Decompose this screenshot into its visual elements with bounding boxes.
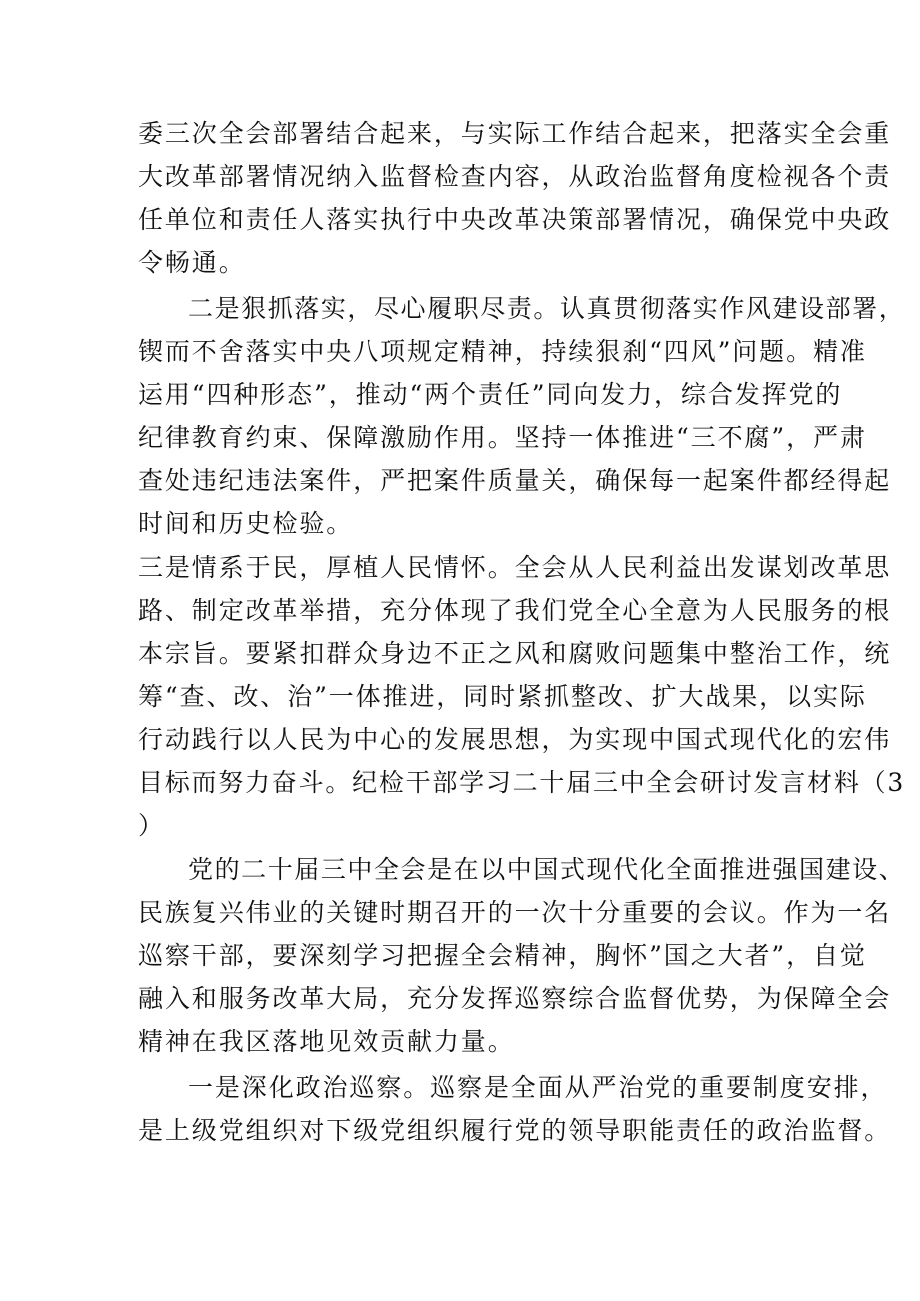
paragraph-first-line: 一是深化政治巡察。巡察是全面从严治党的重要制度安排， bbox=[188, 1073, 888, 1102]
text-line: 融入和服务改革大局，充分发挥巡察综合监督优势，为保障全会 bbox=[138, 984, 892, 1013]
text-line: 目标而努力奋斗。纪检干部学习二十届三中全会研讨发言材料（3 bbox=[138, 768, 906, 797]
paragraph-first-line: 二是狠抓落实，尽心履职尽责。认真贯彻落实作风建设部署， bbox=[188, 294, 906, 323]
text-line: 精神在我区落地见效贡献力量。 bbox=[138, 1027, 515, 1056]
text-line: 委三次全会部署结合起来，与实际工作结合起来，把落实全会重 bbox=[138, 119, 892, 148]
text-line: 查处违纪违法案件，严把案件质量关，确保每一起案件都经得起 bbox=[138, 466, 892, 495]
text-line: 路、制定改革举措，充分体现了我们党全心全意为人民服务的根 bbox=[138, 596, 892, 625]
text-line: 行动践行以人民为中心的发展思想，为实现中国式现代化的宏伟 bbox=[138, 725, 892, 754]
paragraph-first-line: 党的二十届三中全会是在以中国式现代化全面推进强国建设、 bbox=[188, 855, 906, 884]
text-line: 锲而不舍落实中央八项规定精神，持续狠刹“四风”问题。精准 bbox=[138, 337, 867, 366]
text-line: 时间和历史检验。 bbox=[138, 509, 354, 538]
text-line: 令畅通。 bbox=[138, 248, 246, 277]
text-line: 民族复兴伟业的关键时期召开的一次十分重要的会议。作为一名 bbox=[138, 898, 892, 927]
text-line: 大改革部署情况纳入监督检查内容，从政治监督角度检视各个责 bbox=[138, 162, 892, 191]
text-line: 纪律教育约束、保障激励作用。坚持一体推进“三不腐”，严肃 bbox=[138, 423, 867, 452]
text-line: 运用“四种形态”，推动“两个责任”同向发力，综合发挥党的 bbox=[138, 380, 843, 409]
text-line: 任单位和责任人落实执行中央改革决策部署情况，确保党中央政 bbox=[138, 205, 892, 234]
text-line: 筹“查、改、治”一体推进，同时紧抓整改、扩大战果，以实际 bbox=[138, 682, 867, 711]
text-line: 本宗旨。要紧扣群众身边不正之风和腐败问题集中整治工作，统 bbox=[138, 639, 892, 668]
text-line: 是上级党组织对下级党组织履行党的领导职能责任的政治监督。 bbox=[138, 1116, 892, 1145]
paragraph-first-line: 三是情系于民，厚植人民情怀。全会从人民利益出发谋划改革思 bbox=[138, 553, 892, 582]
text-line: ） bbox=[138, 811, 165, 840]
text-line: 巡察干部，要深刻学习把握全会精神，胸怀”国之大者”，自觉 bbox=[138, 941, 867, 970]
